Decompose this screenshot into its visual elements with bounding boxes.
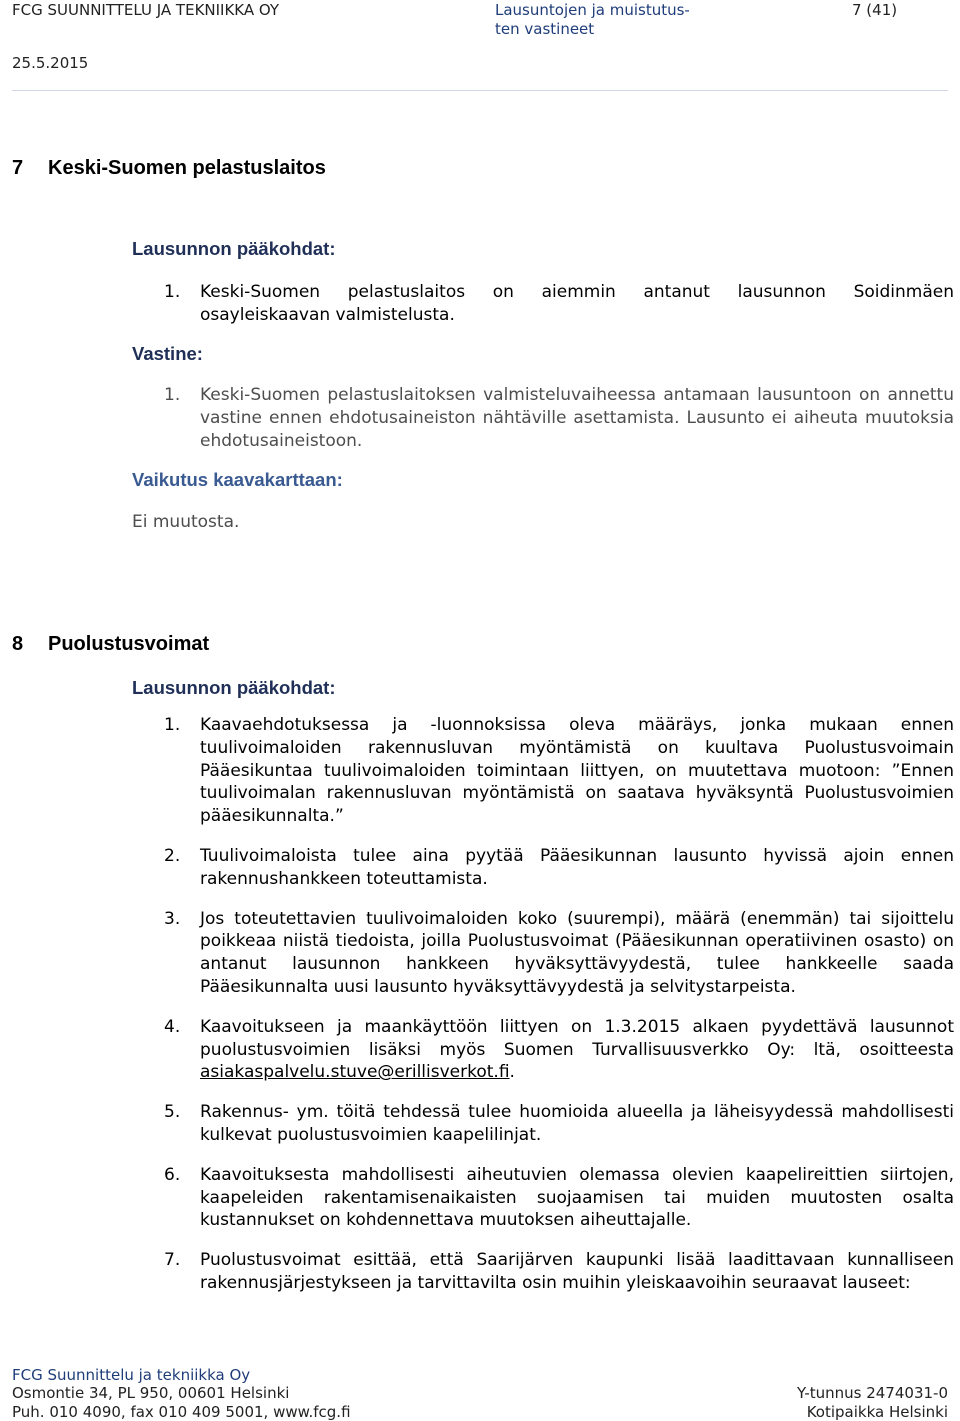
section7-point-1-line2: osayleiskaavan valmistelusta. bbox=[200, 304, 455, 325]
section8-point-text: Puolustusvoimat esittää, että Saarijärven kaupunki lisää laadittavaan kunnalliseen rakennusjärjestykseen ja tarvittavilta osin muihin yleiskaavoihin seuraavat lauseet: bbox=[200, 1250, 954, 1293]
header-doc-title-line2: ten vastineet bbox=[495, 20, 595, 38]
section8-point bbox=[164, 1016, 954, 1084]
section8-points-heading: Lausunnon pääkohdat: bbox=[132, 677, 336, 698]
section8-point bbox=[164, 908, 954, 999]
section8-point-text: Kaavaehdotuksessa ja -luonnoksissa oleva määräys, jonka mukaan ennen tuulivoimaloiden rakennusluvan myöntämistä on kuultava Puolustusvoimain Pääesikuntaa tuulivoimaloiden toimintaan liittyen, on muutettava muotoon: ”Ennen tuulivoimalan rakennusluvan myöntämistä on saatava hyväksyntä Puolustusvoimien pääesikunnalta.” bbox=[200, 715, 954, 827]
section7-points-heading: Lausunnon pääkohdat: bbox=[132, 238, 336, 259]
section7-heading bbox=[12, 157, 326, 180]
section8-points-list bbox=[164, 714, 954, 1312]
header-doc-title-line1: Lausuntojen ja muistutus- bbox=[495, 1, 690, 19]
section8-point bbox=[164, 714, 954, 828]
header-divider bbox=[12, 90, 948, 91]
section8-point-number: 5. bbox=[164, 1102, 181, 1123]
footer-company: FCG Suunnittelu ja tekniikka Oy bbox=[12, 1366, 251, 1384]
section7-title: Keski-Suomen pelastuslaitos bbox=[48, 157, 326, 179]
section8-point-text: Kaavoituksesta mahdollisesti aiheutuvien olemassa olevien kaapelireittien siirtojen, kaapeleiden rakentamisenaikaisten suojaamisen tai muiden muutosten osalta kustannukset on kohdennettava muutoksen aiheuttajalle. bbox=[200, 1164, 954, 1231]
section8-point-number: 3. bbox=[164, 908, 181, 929]
section8-point-number: 2. bbox=[164, 845, 181, 866]
section7-response-heading: Vastine: bbox=[132, 343, 203, 364]
section7-response-1 bbox=[164, 384, 954, 452]
section8-point-text-before: Kaavoitukseen ja maankäyttöön liittyen on 1.3.2015 alkaen pyydettävä lausunnot puolustusvoimien lisäksi myös Suomen Turvallisuusverkko Oy: ltä, osoitteesta bbox=[200, 1016, 954, 1060]
footer-business-id: Y-tunnus 2474031-0 bbox=[796, 1384, 948, 1402]
footer-address: Osmontie 34, PL 950, 00601 Helsinki bbox=[12, 1384, 290, 1402]
section8-number: 8 bbox=[12, 633, 24, 655]
section8-point bbox=[164, 1101, 954, 1147]
section8-point-number: 4. bbox=[164, 1016, 181, 1037]
section8-point-number: 7. bbox=[164, 1250, 181, 1271]
section7-number: 7 bbox=[12, 157, 24, 179]
header-page-number: 7 (41) bbox=[852, 1, 898, 19]
footer-phone: Puh. 010 4090, fax 010 409 5001, www.fcg.fi bbox=[12, 1403, 351, 1421]
header-date: 25.5.2015 bbox=[12, 54, 89, 72]
section8-heading bbox=[12, 633, 209, 656]
section8-point-number: 1. bbox=[164, 715, 181, 735]
section7-response-1-text: Keski-Suomen pelastuslaitoksen valmisteluvaiheessa antamaan lausuntoon on annettu vastine ennen ehdotusaineiston nähtäville asettamista. Lausunto ei aiheuta muutoksia ehdotusaineistoon. bbox=[200, 385, 954, 451]
section7-point-1 bbox=[164, 281, 954, 327]
section8-point-text: Jos toteutettavien tuulivoimaloiden koko (suurempi), määrä (enemmän) tai sijoittelu poikkeaa niistä tiedoista, joilla Puolustusvoimat (Pääesikunnan operatiivinen osasto) on antanut lausunnon hankkeen hyväksyttävyydestä, tulee hankkeelle saada Pääesikunnalta uusi lausunto hyväksyttävyydestä ja selvitystarpeista. bbox=[200, 908, 954, 997]
section8-point-text: Rakennus- ym. töitä tehdessä tulee huomioida alueella ja läheisyydessä mahdollisesti kulkevat puolustusvoimien kaapelilinjat. bbox=[200, 1102, 954, 1145]
section8-point bbox=[164, 1164, 954, 1232]
section8-point bbox=[164, 1249, 954, 1295]
section8-point bbox=[164, 845, 954, 891]
section8-point-number: 6. bbox=[164, 1164, 181, 1185]
email-link[interactable]: asiakaspalvelu.stuve@erillisverkot.fi bbox=[200, 1062, 510, 1083]
section7-impact-heading: Vaikutus kaavakarttaan: bbox=[132, 469, 343, 490]
section8-point-text-after: . bbox=[509, 1062, 515, 1083]
section7-response-1-number: 1. bbox=[164, 385, 181, 405]
footer-domicile: Kotipaikka Helsinki bbox=[806, 1403, 948, 1421]
section7-point-1-line1: Keski-Suomen pelastuslaitos on aiemmin antanut lausunnon Soidinmäen bbox=[200, 282, 954, 302]
section7-point-1-number: 1. bbox=[164, 282, 181, 302]
header-company: FCG SUUNNITTELU JA TEKNIIKKA OY bbox=[12, 1, 280, 19]
section8-title: Puolustusvoimat bbox=[48, 633, 210, 655]
section7-impact-text: Ei muutosta. bbox=[132, 512, 240, 532]
header-doc-title bbox=[495, 1, 690, 39]
section8-point-text: Tuulivoimaloista tulee aina pyytää Pääesikunnan lausunto hyvissä ajoin ennen rakennushankkeen toteuttamista. bbox=[200, 845, 954, 889]
